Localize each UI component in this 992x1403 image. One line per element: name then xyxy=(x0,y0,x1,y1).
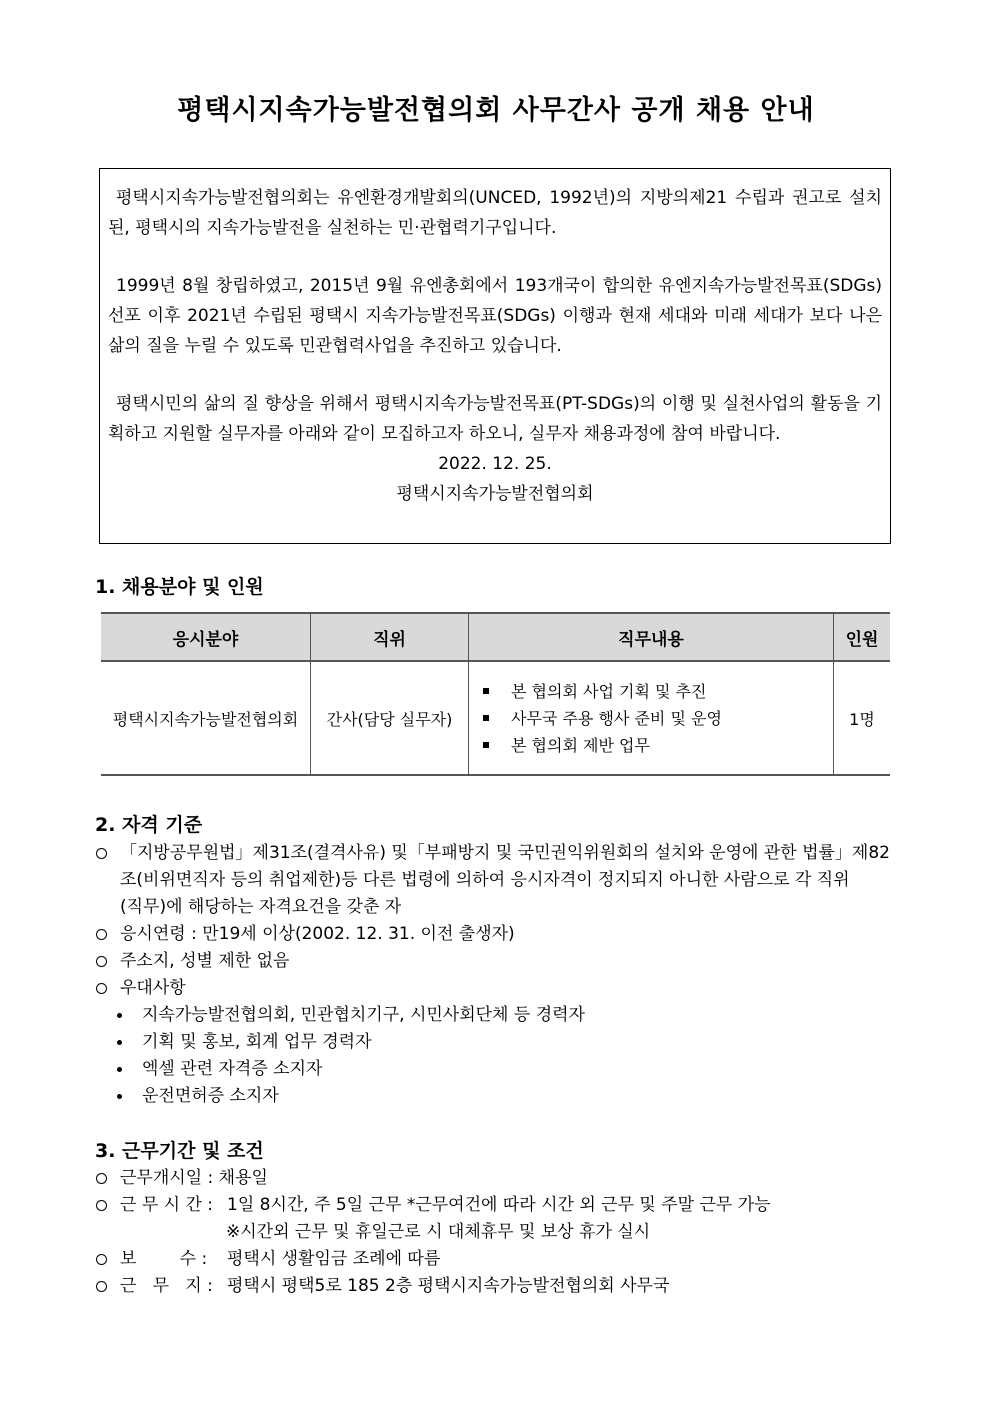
cell-count: 1명 xyxy=(834,661,891,775)
intro-date: 2022. 12. 25. xyxy=(438,454,552,474)
intro-paragraph-1: 평택시지속가능발전협의회는 유엔환경개발회의(UNCED, 1992년)의 지방의제21 수립과 권고로 설치된, 평택시의 지속가능발전을 실천하는 민·관협력기구입니다. xyxy=(108,188,882,238)
header-position: 직위 xyxy=(311,613,469,661)
duty-item: 본 협의회 사업 기획 및 추진 xyxy=(475,678,832,705)
square-bullet-icon xyxy=(483,715,489,721)
dot-bullet-icon xyxy=(117,1094,122,1099)
qualification-list xyxy=(95,840,905,1110)
dot-bullet-icon xyxy=(117,1067,122,1072)
circle-bullet-icon xyxy=(96,956,107,967)
conditions-list xyxy=(95,1165,905,1300)
place-label: 근 무 지 : xyxy=(120,1276,213,1296)
list-item: 응시연령 : 만19세 이상(2002. 12. 31. 이전 출생자) xyxy=(95,921,905,948)
square-bullet-icon xyxy=(483,742,489,748)
preference-item: 지속가능발전협의회, 민관협치기구, 시민사회단체 등 경력자 xyxy=(95,1002,905,1029)
circle-bullet-icon xyxy=(96,929,107,940)
preference-item: 기획 및 홍보, 회계 업무 경력자 xyxy=(95,1029,905,1056)
cell-position: 간사(담당 실무자) xyxy=(311,661,469,775)
circle-bullet-icon xyxy=(96,983,107,994)
duty-item: 사무국 주용 행사 준비 및 운영 xyxy=(475,705,832,732)
list-item: 근 무 시 간 : 1일 8시간, 주 5일 근무 *근무여건에 따라 시간 외 근무 및 주말 근무 가능 xyxy=(95,1192,905,1219)
list-item: 우대사항 xyxy=(95,975,905,1002)
circle-bullet-icon xyxy=(96,1173,107,1184)
pay-label: 보 수 : xyxy=(120,1249,208,1269)
circle-bullet-icon xyxy=(96,1254,107,1265)
intro-box xyxy=(99,168,891,544)
recruit-table xyxy=(101,612,890,776)
circle-bullet-icon xyxy=(96,1200,107,1211)
section1-heading: 1. 채용분야 및 인원 xyxy=(95,576,264,598)
page-title: 평택시지속가능발전협의회 사무간사 공개 채용 안내 xyxy=(177,95,815,126)
dot-bullet-icon xyxy=(117,1013,122,1018)
dot-bullet-icon xyxy=(117,1040,122,1045)
list-item: 「지방공무원법」제31조(결격사유) 및「부패방지 및 국민권익위원회의 설치와 운영에 관한 법률」제82 조(비위면직자 등의 취업제한)등 다른 법령에 의하여 응시자격이 정지되지 아니한 사람으로 각 직위 (직무)에 해당하는 자격요건을 갖춘 자 xyxy=(95,840,905,921)
hours-note: ※시간외 근무 및 휴일근로 시 대체휴무 및 보상 휴가 실시 xyxy=(226,1222,651,1242)
header-duty: 직무내용 xyxy=(469,613,834,661)
list-item: 보 수 : 평택시 생활임금 조례에 따름 xyxy=(95,1246,905,1273)
list-item: 근 무 지 : 평택시 평택5로 185 2층 평택시지속가능발전협의회 사무국 xyxy=(95,1273,905,1300)
intro-org: 평택시지속가능발전협의회 xyxy=(396,484,594,504)
square-bullet-icon xyxy=(483,688,489,694)
intro-paragraph-2: 1999년 8월 창립하였고, 2015년 9월 유엔총회에서 193개국이 합의한 유엔지속가능발전목표(SDGs) 선포 이후 2021년 수립된 평택시 지속가능발전목표(SDGs) 이행과 현재 세대와 미래 세대가 보다 나은 삶의 질을 누릴 수 있도록 민관협력사업을 추진하고 있습니다. xyxy=(108,276,882,356)
duty-item: 본 협의회 제반 업무 xyxy=(475,732,832,759)
header-count: 인원 xyxy=(834,613,891,661)
section3-heading: 3. 근무기간 및 조건 xyxy=(95,1140,264,1162)
preference-item: 엑셀 관련 자격증 소지자 xyxy=(95,1056,905,1083)
intro-paragraph-3: 평택시민의 삶의 질 향상을 위해서 평택시지속가능발전목표(PT-SDGs)의 이행 및 실천사업의 활동을 기획하고 지원할 실무자를 아래와 같이 모집하고자 하오니, 실무자 채용과정에 참여 바랍니다. xyxy=(108,394,882,444)
list-item: 주소지, 성별 제한 없음 xyxy=(95,948,905,975)
section2-heading: 2. 자격 기준 xyxy=(95,814,203,836)
circle-bullet-icon xyxy=(96,848,107,859)
preference-item: 운전면허증 소지자 xyxy=(95,1083,905,1110)
cell-field: 평택시지속가능발전협의회 xyxy=(101,661,311,775)
table-header-row xyxy=(101,613,890,661)
cell-duty xyxy=(469,661,834,775)
header-field: 응시분야 xyxy=(101,613,311,661)
circle-bullet-icon xyxy=(96,1281,107,1292)
hours-label: 근 무 시 간 : xyxy=(120,1195,214,1215)
table-row xyxy=(101,661,890,775)
list-item: 근무개시일 : 채용일 xyxy=(95,1165,905,1192)
